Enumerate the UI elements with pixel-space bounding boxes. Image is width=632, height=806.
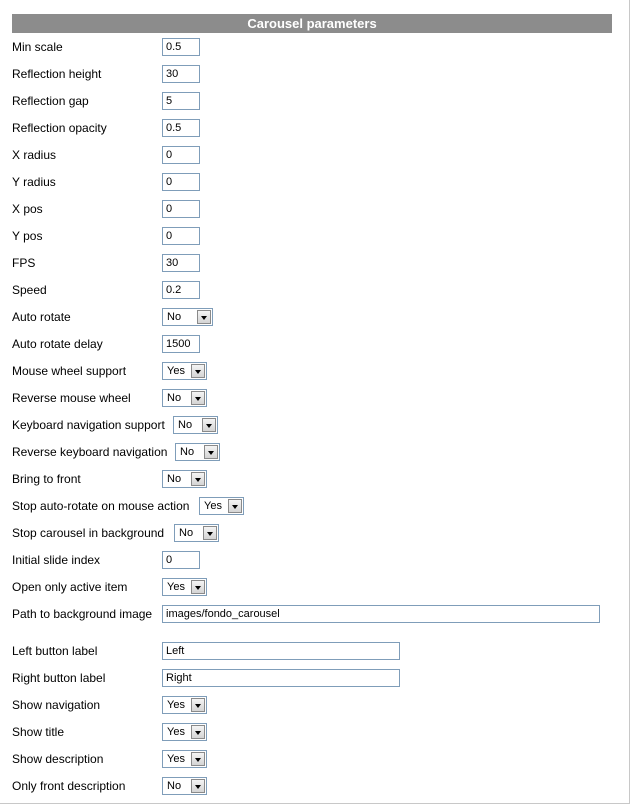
reflection-height-input[interactable]: 30 — [162, 65, 200, 83]
show-title-label: Show title — [12, 725, 65, 739]
dropdown-arrow-icon[interactable] — [203, 526, 217, 540]
show-title-value: Yes — [167, 726, 185, 738]
dropdown-arrow-icon[interactable] — [191, 391, 205, 405]
mouse-wheel-support-select[interactable] — [162, 362, 207, 380]
dropdown-arrow-icon[interactable] — [191, 779, 205, 793]
only-front-description-value: No — [167, 780, 182, 792]
dropdown-arrow-icon[interactable] — [191, 580, 205, 594]
left-button-label-input[interactable]: Left — [162, 642, 400, 660]
show-description-value: Yes — [167, 753, 185, 765]
reflection-opacity-input[interactable]: 0.5 — [162, 119, 200, 137]
reverse-keyboard-navigation-value: No — [180, 446, 195, 458]
auto-rotate-value: No — [167, 311, 182, 323]
show-navigation-select[interactable] — [162, 696, 207, 714]
right-button-label-label: Right button label — [12, 671, 106, 685]
dropdown-arrow-icon[interactable] — [204, 445, 218, 459]
dropdown-arrow-icon[interactable] — [197, 310, 211, 324]
dropdown-arrow-icon[interactable] — [191, 698, 205, 712]
show-navigation-value: Yes — [167, 699, 185, 711]
mouse-wheel-support-value: Yes — [167, 365, 185, 377]
bring-to-front-select[interactable] — [162, 470, 207, 488]
path-to-background-image-input[interactable]: images/fondo_carousel — [162, 605, 600, 623]
show-description-label: Show description — [12, 752, 104, 766]
y-radius-label: Y radius — [12, 175, 56, 189]
auto-rotate-select[interactable] — [162, 308, 213, 326]
dropdown-arrow-icon[interactable] — [191, 725, 205, 739]
open-only-active-item-value: Yes — [167, 581, 185, 593]
reverse-mouse-wheel-label: Reverse mouse wheel — [12, 391, 131, 405]
dropdown-arrow-icon[interactable] — [191, 364, 205, 378]
keyboard-navigation-support-label: Keyboard navigation support — [12, 418, 165, 432]
x-radius-input[interactable]: 0 — [162, 146, 200, 164]
initial-slide-index-label: Initial slide index — [12, 553, 101, 567]
reflection-gap-label: Reflection gap — [12, 94, 89, 108]
path-to-background-image-label: Path to background image — [12, 607, 153, 621]
stop-carousel-background-select[interactable] — [174, 524, 219, 542]
bring-to-front-label: Bring to front — [12, 472, 81, 486]
left-button-label-label: Left button label — [12, 644, 98, 658]
auto-rotate-delay-input[interactable]: 1500 — [162, 335, 200, 353]
stop-auto-rotate-label: Stop auto-rotate on mouse action — [12, 499, 190, 513]
stop-auto-rotate-select[interactable] — [199, 497, 244, 515]
open-only-active-item-select[interactable] — [162, 578, 207, 596]
min-scale-input[interactable]: 0.5 — [162, 38, 200, 56]
y-pos-label: Y pos — [12, 229, 43, 243]
only-front-description-label: Only front description — [12, 779, 126, 793]
speed-label: Speed — [12, 283, 47, 297]
fps-input[interactable]: 30 — [162, 254, 200, 272]
reverse-mouse-wheel-value: No — [167, 392, 182, 404]
show-title-select[interactable] — [162, 723, 207, 741]
x-pos-label: X pos — [12, 202, 43, 216]
stop-carousel-background-label: Stop carousel in background — [12, 526, 165, 540]
x-radius-label: X radius — [12, 148, 57, 162]
reflection-gap-input[interactable]: 5 — [162, 92, 200, 110]
initial-slide-index-input[interactable]: 0 — [162, 551, 200, 569]
bring-to-front-value: No — [167, 473, 182, 485]
keyboard-navigation-support-value: No — [178, 419, 193, 431]
reflection-height-label: Reflection height — [12, 67, 102, 81]
speed-input[interactable]: 0.2 — [162, 281, 200, 299]
stop-auto-rotate-value: Yes — [204, 500, 222, 512]
auto-rotate-label: Auto rotate — [12, 310, 71, 324]
show-navigation-label: Show navigation — [12, 698, 101, 712]
only-front-description-select[interactable] — [162, 777, 207, 795]
y-radius-input[interactable]: 0 — [162, 173, 200, 191]
dropdown-arrow-icon[interactable] — [228, 499, 242, 513]
dropdown-arrow-icon[interactable] — [191, 752, 205, 766]
min-scale-label: Min scale — [12, 40, 63, 54]
mouse-wheel-support-label: Mouse wheel support — [12, 364, 127, 378]
open-only-active-item-label: Open only active item — [12, 580, 128, 594]
y-pos-input[interactable]: 0 — [162, 227, 200, 245]
dropdown-arrow-icon[interactable] — [202, 418, 216, 432]
reverse-mouse-wheel-select[interactable] — [162, 389, 207, 407]
keyboard-navigation-support-select[interactable] — [173, 416, 218, 434]
reflection-opacity-label: Reflection opacity — [12, 121, 107, 135]
reverse-keyboard-navigation-select[interactable] — [175, 443, 220, 461]
panel-title: Carousel parameters — [12, 14, 612, 33]
fps-label: FPS — [12, 256, 36, 270]
show-description-select[interactable] — [162, 750, 207, 768]
reverse-keyboard-navigation-label: Reverse keyboard navigation — [12, 445, 168, 459]
stop-carousel-background-value: No — [179, 527, 194, 539]
right-button-label-input[interactable]: Right — [162, 669, 400, 687]
dropdown-arrow-icon[interactable] — [191, 472, 205, 486]
auto-rotate-delay-label: Auto rotate delay — [12, 337, 103, 351]
x-pos-input[interactable]: 0 — [162, 200, 200, 218]
